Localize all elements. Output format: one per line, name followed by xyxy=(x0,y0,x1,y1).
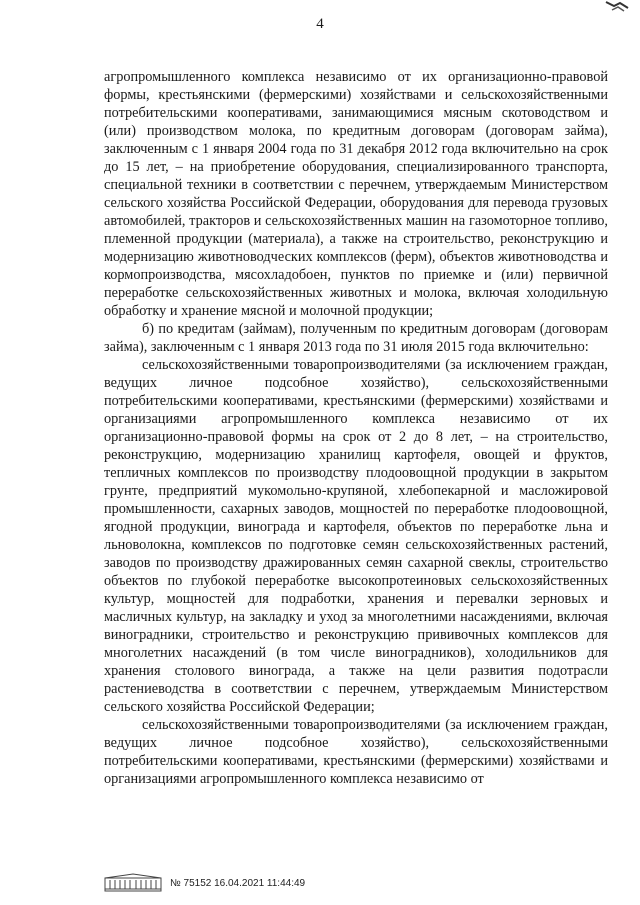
footer xyxy=(104,872,305,894)
page-number: 4 xyxy=(316,16,324,32)
paragraph-4: сельскохозяйственными товаропроизводителями (за исключением граждан, ведущих личное подсобное хозяйство), сельскохозяйственными потребительскими кооперативами, крестьянскими (фермерскими) хозяйствами и организациями агропромышленного комплекса независимо от xyxy=(104,717,608,787)
document-registration-stamp: № 75152 16.04.2021 11:44:49 xyxy=(170,877,306,889)
paragraph-3: сельскохозяйственными товаропроизводителями (за исключением граждан, ведущих личное подсобное хозяйство), сельскохозяйственными потребительскими кооперативами, крестьянскими (фермерскими) хозяйствами и организациями агропромышленного комплекса независимо от их организационно-правовой формы на срок от 2 до 8 лет, – на строительство, реконструкцию, модернизацию хранилищ картофеля, овощей и фруктов, тепличных комплексов по производству плодоовощной продукции в закрытом грунте, предприятий мукомольно-крупяной, хлебопекарной и масложировой промышленности, сахарных заводов, мощностей по переработке плодоовощной, ягодной продукции, винограда и картофеля, объектов по переработке льна и льноволокна, комплексов по подготовке семян сельскохозяйственных растений, заводов по производству дражированных семян сахарной свеклы, строительство объектов по глубокой переработке высокопротеиновых сельскохозяйственных культур, мощностей для подработки, хранения и перевалки зерновых и масличных культур, на закладку и уход за многолетними насаждениями, включая виноградники, строительство и реконструкцию прививочных комплексов для многолетних насаждений (в том числе виноградников), холодильников для хранения столового винограда, а также на цели развития подотрасли растениеводства в соответствии с перечнем, утверждаемым Министерством сельского хозяйства Российской Федерации; xyxy=(104,357,608,715)
paragraph-1: агропромышленного комплекса независимо от их организационно-правовой формы, крестьянскими (фермерскими) хозяйствами и сельскохозяйственными потребительскими кооперативами, занимающимися мясным скотоводством и (или) производством молока, по кредитным договорам (договорам займа), заключенным с 1 января 2004 года по 31 декабря 2012 года включительно на срок до 15 лет, – на приобретение оборудования, специализированного транспорта, специальной техники в соответствии с перечнем, утверждаемым Министерством сельского хозяйства Российской Федерации, оборудования для перевода грузовых автомобилей, тракторов и сельскохозяйственных машин на газомоторное топливо, племенной продукции (материала), а также на строительство, реконструкцию и модернизацию животноводческих комплексов (ферм), объектов животноводства и кормопроизводства, мясохладобоен, пунктов по приемке и (или) первичной переработке сельскохозяйственных животных и молока, включая холодильную обработку и хранение мясной и молочной продукции; xyxy=(104,69,608,319)
government-building-seal-icon xyxy=(104,873,162,893)
paragraph-2: б) по кредитам (займам), полученным по кредитным договорам (договорам займа), заключенным с 1 января 2013 года по 31 июля 2015 года включительно: xyxy=(104,321,608,355)
document-body xyxy=(104,68,608,788)
corner-scan-mark-icon xyxy=(602,0,632,14)
